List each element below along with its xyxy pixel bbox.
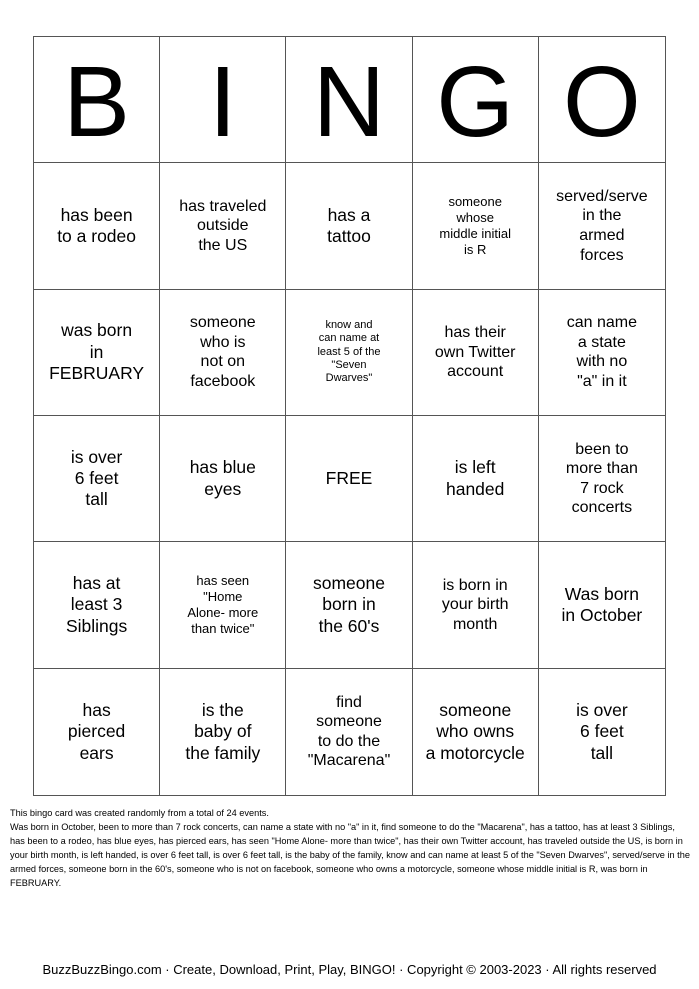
header-letter: B <box>34 37 160 163</box>
bingo-cell: has their own Twitter account <box>413 290 539 416</box>
bingo-cell: Was born in October <box>539 542 665 668</box>
bingo-cell: served/serve in the armed forces <box>539 163 665 289</box>
header-letter: I <box>160 37 286 163</box>
bingo-cell: has blue eyes <box>160 416 286 542</box>
bingo-cell: someone who is not on facebook <box>160 290 286 416</box>
bingo-cell: can name a state with no "a" in it <box>539 290 665 416</box>
bingo-cell: was born in FEBRUARY <box>34 290 160 416</box>
bingo-grid <box>34 37 665 795</box>
bingo-cell: find someone to do the "Macarena" <box>286 669 412 795</box>
bingo-cell: know and can name at least 5 of the "Seven Dwarves" <box>286 290 412 416</box>
description-intro: This bingo card was created randomly from a total of 24 events. <box>10 808 269 818</box>
bingo-cell: is over 6 feet tall <box>34 416 160 542</box>
bingo-cell: someone born in the 60's <box>286 542 412 668</box>
bingo-cell: has at least 3 Siblings <box>34 542 160 668</box>
header-letter: N <box>286 37 412 163</box>
bingo-cell: has been to a rodeo <box>34 163 160 289</box>
header-letter: O <box>539 37 665 163</box>
header-letter: G <box>413 37 539 163</box>
bingo-cell: has seen "Home Alone- more than twice" <box>160 542 286 668</box>
bingo-cell: is over 6 feet tall <box>576 699 628 763</box>
free-space: FREE <box>286 416 412 542</box>
bingo-card <box>33 36 666 796</box>
bingo-cell: is the baby of the family <box>160 669 286 795</box>
bingo-cell: has pierced ears <box>34 669 160 795</box>
description-events: Was born in October, been to more than 7 rock concerts, can name a state with no "a" in it, find someone to do the "Macarena", has a tattoo, has at least 3 Siblings, has been to a rodeo, has blue eyes, has pierced ears, has seen "Home Alone- more than twice", has their own Twitter account, has traveled outside the US, is born in your birth month, is left handed, is over 6 feet tall, is over 6 feet tall, is the baby of the family, know and can name at least 5 of the "Seven Dwarves", served/serve in the armed forces, someone born in the 60's, someone who is not on facebook, someone who owns a motorcycle, someone whose middle initial is R, was born in FEBRUARY. <box>10 822 690 888</box>
footer-copyright: BuzzBuzzBingo.com · Create, Download, Print, Play, BINGO! · Copyright © 2003-2023 · All rights reserved <box>42 962 657 977</box>
bingo-cell: been to more than 7 rock concerts <box>539 416 665 542</box>
bingo-cell: has a tattoo <box>286 163 412 289</box>
card-description <box>10 806 690 890</box>
bingo-cell: is born in your birth month <box>413 542 539 668</box>
bingo-cell: someone who owns a motorcycle <box>413 669 539 795</box>
bingo-cell: someone whose middle initial is R <box>413 163 539 289</box>
bingo-cell: is left handed <box>413 416 539 542</box>
bingo-cell: has traveled outside the US <box>160 163 286 289</box>
